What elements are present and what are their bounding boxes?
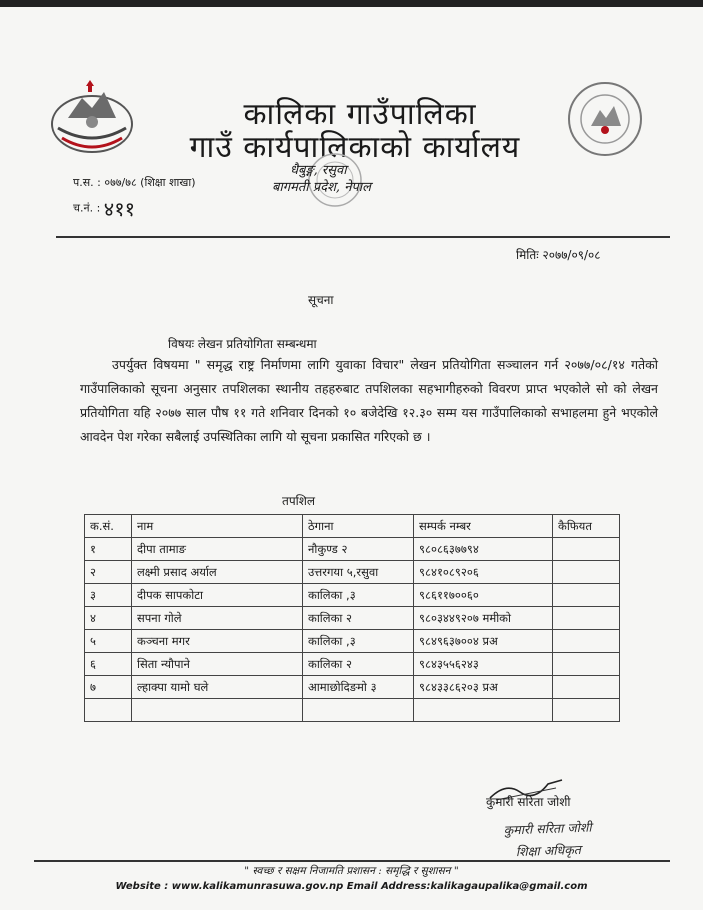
organization-name: कालिका गाउँपालिका <box>243 97 477 132</box>
table-row-empty <box>85 699 620 722</box>
notice-date: मितिः २०७७/०९/०८ <box>516 248 601 262</box>
stamp-name: कुमारी सरिता जोशी <box>503 819 592 838</box>
footer-contact: Website : www.kalikamunrasuwa.gov.np Email Address:kalikagaupalika@gmail.com <box>115 881 588 892</box>
government-emblem-icon <box>48 78 136 158</box>
cell-address: नौकुण्ड २ <box>303 538 414 561</box>
notice-subject: विषयः लेखन प्रतियोगिता सम्बन्धमा <box>168 337 317 351</box>
cell-remarks <box>553 630 620 653</box>
column-header-name: नाम <box>132 515 303 538</box>
table-row <box>85 653 620 676</box>
cell-remarks <box>553 561 620 584</box>
participants-table <box>84 514 620 722</box>
address-line-2: बागमती प्रदेश, नेपाल <box>272 180 371 195</box>
cell-address <box>303 699 414 722</box>
cell-name <box>132 699 303 722</box>
signatory-stamp <box>477 816 618 865</box>
cell-sn: ७ <box>85 676 132 699</box>
cell-address: आमाछोदिङमो ३ <box>303 676 414 699</box>
table-row <box>85 676 620 699</box>
cell-sn: ६ <box>85 653 132 676</box>
municipality-seal-icon <box>566 80 644 158</box>
table-caption: तपशिल <box>282 494 316 508</box>
table-row <box>85 607 620 630</box>
cell-sn: ५ <box>85 630 132 653</box>
stamp-designation: शिक्षा अधिकृत <box>515 841 582 860</box>
dispatch-number-row <box>73 195 135 222</box>
cell-sn: १ <box>85 538 132 561</box>
scan-top-edge <box>0 0 703 7</box>
cell-remarks <box>553 538 620 561</box>
cell-remarks <box>553 607 620 630</box>
table-row <box>85 538 620 561</box>
cell-sn: ३ <box>85 584 132 607</box>
cell-contact: ९८४३५५६२४३ <box>414 653 553 676</box>
address-line-1: धैबुङ्ग, रसुवा <box>290 163 347 178</box>
notice-body: उपर्युक्त विषयमा " समृद्ध राष्ट्र निर्माणमा लागि युवाका विचार" लेखन प्रतियोगिता सञ्चालन गर्न २०७७/०८/१४ गतेको गाउँपालिकाको सूचना अनुसार तपशिलका स्थानीय तहहरुबाट तपशिलका सहभागीहरुको विवरण प्राप्त भएकोले सो को लेखन प्रतियोगिता यहि २०७७ साल पौष ११ गते शनिवार दिनको १० बजेदेखि १२.३० सम्म यस गाउँपालिकाको सभाहलमा हुने भएकोले आवदेन पेश गरेका सबैलाई उपस्थितिका लागि यो सूचना प्रकासित गरिएको छ । <box>80 357 658 444</box>
signatory-name: कुमारी सरिता जोशी <box>486 795 571 809</box>
column-header-sn: क.सं. <box>85 515 132 538</box>
table-row <box>85 630 620 653</box>
cell-sn: २ <box>85 561 132 584</box>
cell-address: कालिका ,३ <box>303 630 414 653</box>
cell-remarks <box>553 653 620 676</box>
cell-sn: ४ <box>85 607 132 630</box>
cell-remarks <box>553 699 620 722</box>
footer-motto: " स्वच्छ र सक्षम निजामति प्रशासन : समृद्धि र सुशासन " <box>244 865 459 877</box>
cell-contact <box>414 699 553 722</box>
cell-contact: ९८०३४४९२०७ ममीको <box>414 607 553 630</box>
cell-sn <box>85 699 132 722</box>
table-row <box>85 584 620 607</box>
notice-title: सूचना <box>308 293 334 307</box>
column-header-contact: सम्पर्क नम्बर <box>414 515 553 538</box>
cell-name: दीपा तामाङ <box>132 538 303 561</box>
cell-name: कञ्चना मगर <box>132 630 303 653</box>
cell-contact: ९८६११७००६० <box>414 584 553 607</box>
footer-divider <box>34 860 670 862</box>
table-header-row <box>85 515 620 538</box>
column-header-address: ठेगाना <box>303 515 414 538</box>
cell-address: कालिका २ <box>303 607 414 630</box>
table-row <box>85 561 620 584</box>
cell-contact: ९८०८६३७७९४ <box>414 538 553 561</box>
reference-number: प.स. : ०७७/७८ (शिक्षा शाखा) <box>73 176 196 189</box>
office-name: गाउँ कार्यपालिकाको कार्यालय <box>189 130 521 165</box>
cell-name: सपना गोले <box>132 607 303 630</box>
cell-name: ल्हाक्पा यामो घले <box>132 676 303 699</box>
cell-contact: ९८४९६३७००४ प्रअ <box>414 630 553 653</box>
cell-name: लक्ष्मी प्रसाद अर्याल <box>132 561 303 584</box>
cell-address: कालिका ,३ <box>303 584 414 607</box>
dispatch-number: ४११ <box>103 197 135 221</box>
header-divider <box>56 236 670 238</box>
cell-contact: ९८४३३८६२०३ प्रअ <box>414 676 553 699</box>
cell-name: दीपक सापकोटा <box>132 584 303 607</box>
cell-address: कालिका २ <box>303 653 414 676</box>
cell-address: उत्तरगया ५,रसुवा <box>303 561 414 584</box>
column-header-remarks: कैफियत <box>553 515 620 538</box>
dispatch-label: च.नं. : <box>73 201 101 215</box>
cell-remarks <box>553 584 620 607</box>
cell-contact: ९८४१०८९२०६ <box>414 561 553 584</box>
cell-remarks <box>553 676 620 699</box>
cell-name: सिता न्यौपाने <box>132 653 303 676</box>
